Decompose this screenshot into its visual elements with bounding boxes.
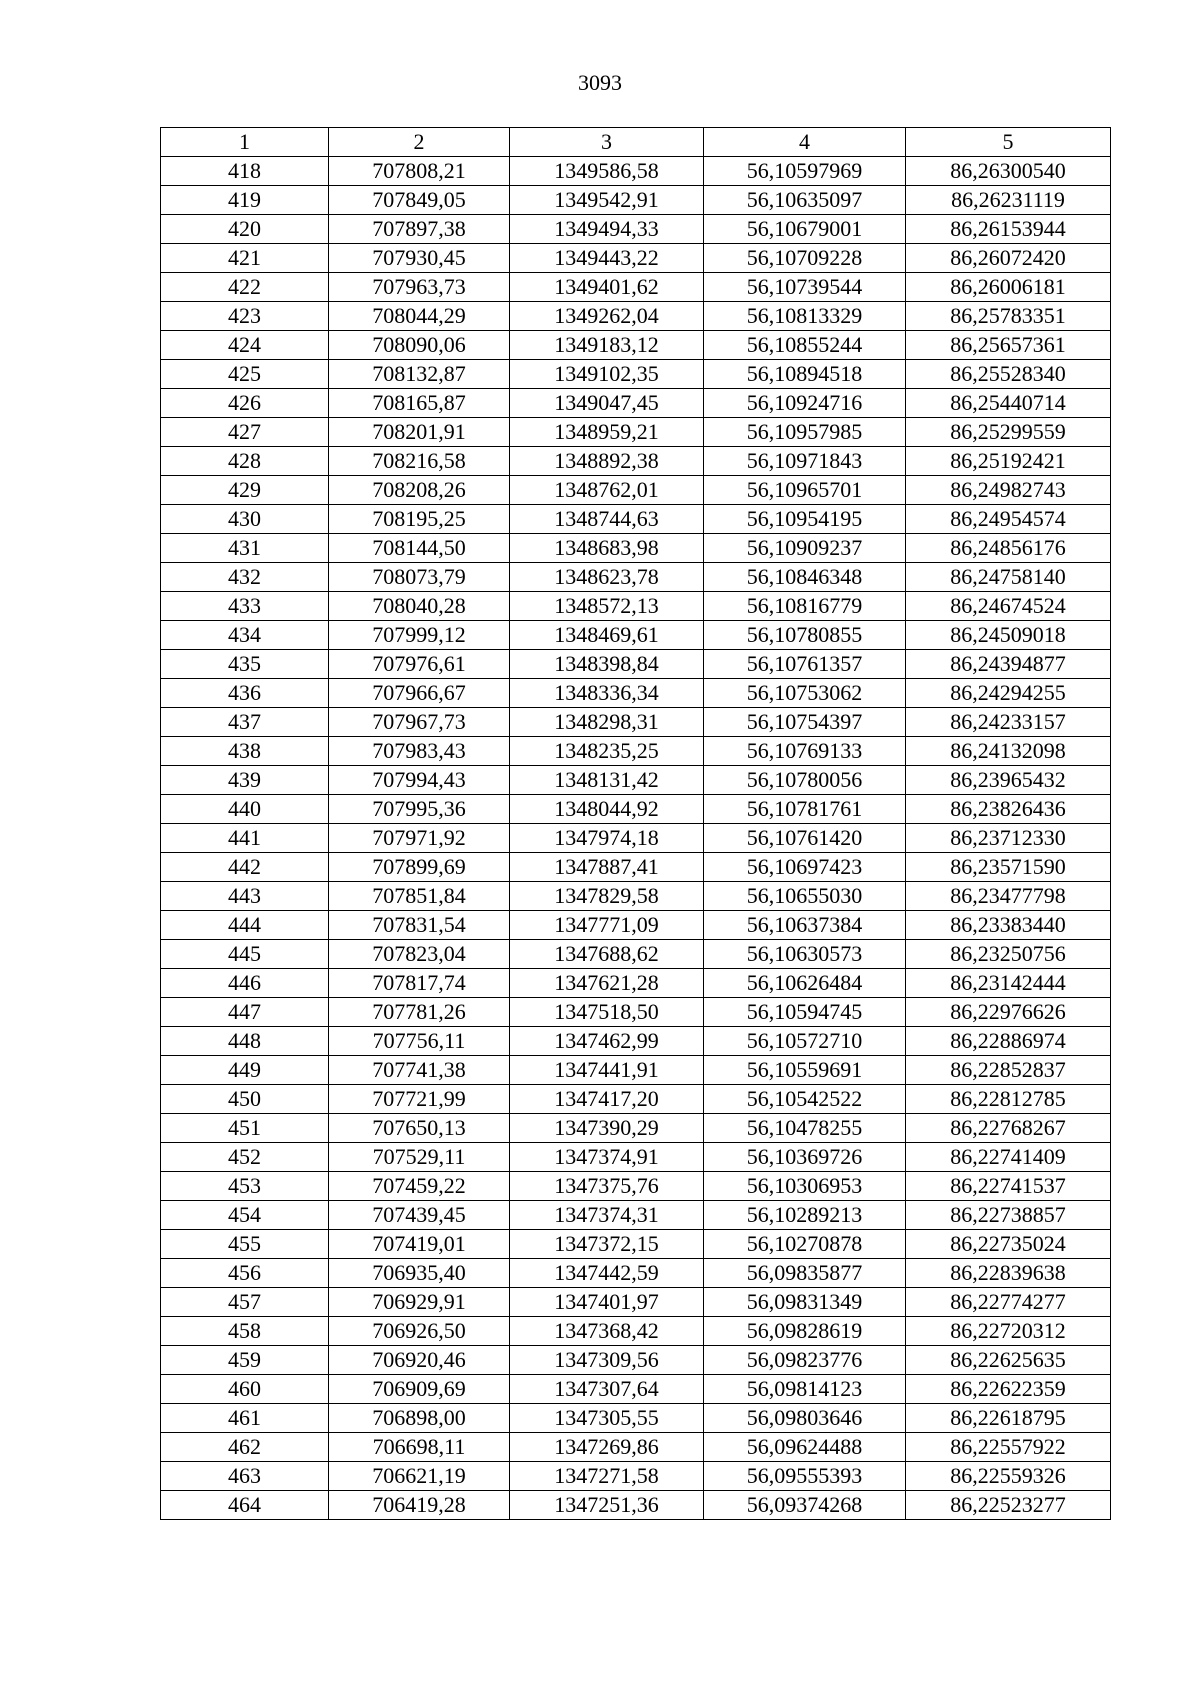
table-cell-col-3: 1348469,61 (510, 621, 704, 650)
table-cell-col-2: 706920,46 (329, 1346, 510, 1375)
table-cell-col-2: 707741,38 (329, 1056, 510, 1085)
table-cell-col-5: 86,24954574 (906, 505, 1111, 534)
table-cell-col-2: 707831,54 (329, 911, 510, 940)
table-cell-col-3: 1347974,18 (510, 824, 704, 853)
table-cell-col-2: 708044,29 (329, 302, 510, 331)
table-cell-col-4: 56,10289213 (704, 1201, 906, 1230)
table-cell-col-2: 706621,19 (329, 1462, 510, 1491)
table-cell-col-1: 448 (161, 1027, 329, 1056)
table-cell-col-1: 444 (161, 911, 329, 940)
table-cell-col-3: 1347309,56 (510, 1346, 704, 1375)
coordinates-table (160, 127, 1111, 1520)
table-cell-col-5: 86,24233157 (906, 708, 1111, 737)
table-cell-col-4: 56,09624488 (704, 1433, 906, 1462)
table-cell-col-4: 56,10697423 (704, 853, 906, 882)
table-row (161, 476, 1111, 505)
table-cell-col-5: 86,22812785 (906, 1085, 1111, 1114)
table-cell-col-4: 56,10655030 (704, 882, 906, 911)
table-row (161, 418, 1111, 447)
table-cell-col-3: 1348044,92 (510, 795, 704, 824)
table-cell-col-2: 707930,45 (329, 244, 510, 273)
table-row (161, 1462, 1111, 1491)
table-cell-col-4: 56,10709228 (704, 244, 906, 273)
table-cell-col-3: 1347305,55 (510, 1404, 704, 1433)
table-row (161, 1056, 1111, 1085)
table-row (161, 447, 1111, 476)
table-cell-col-2: 707808,21 (329, 157, 510, 186)
table-cell-col-1: 428 (161, 447, 329, 476)
table-cell-col-3: 1347374,31 (510, 1201, 704, 1230)
table-cell-col-1: 434 (161, 621, 329, 650)
table-cell-col-4: 56,10816779 (704, 592, 906, 621)
table-cell-col-1: 438 (161, 737, 329, 766)
table-cell-col-2: 708195,25 (329, 505, 510, 534)
table-cell-col-5: 86,24982743 (906, 476, 1111, 505)
table-cell-col-3: 1347688,62 (510, 940, 704, 969)
table-row (161, 969, 1111, 998)
table-cell-col-4: 56,10559691 (704, 1056, 906, 1085)
table-cell-col-1: 453 (161, 1172, 329, 1201)
table-cell-col-4: 56,10369726 (704, 1143, 906, 1172)
table-cell-col-4: 56,10679001 (704, 215, 906, 244)
table-cell-col-2: 707851,84 (329, 882, 510, 911)
table-cell-col-2: 708144,50 (329, 534, 510, 563)
table-cell-col-4: 56,09803646 (704, 1404, 906, 1433)
table-cell-col-2: 708132,87 (329, 360, 510, 389)
table-cell-col-4: 56,09814123 (704, 1375, 906, 1404)
table-cell-col-5: 86,22720312 (906, 1317, 1111, 1346)
table-row (161, 1375, 1111, 1404)
table-row (161, 882, 1111, 911)
header-cell-4: 4 (704, 128, 906, 157)
table-cell-col-2: 707983,43 (329, 737, 510, 766)
table-cell-col-5: 86,26231119 (906, 186, 1111, 215)
table-row (161, 1085, 1111, 1114)
table-cell-col-4: 56,10846348 (704, 563, 906, 592)
table-cell-col-3: 1348235,25 (510, 737, 704, 766)
table-cell-col-1: 457 (161, 1288, 329, 1317)
table-cell-col-1: 443 (161, 882, 329, 911)
table-cell-col-5: 86,22557922 (906, 1433, 1111, 1462)
table-row (161, 215, 1111, 244)
table-cell-col-3: 1349401,62 (510, 273, 704, 302)
table-cell-col-5: 86,23965432 (906, 766, 1111, 795)
table-cell-col-5: 86,25528340 (906, 360, 1111, 389)
table-cell-col-1: 436 (161, 679, 329, 708)
table-cell-col-3: 1349262,04 (510, 302, 704, 331)
table-cell-col-4: 56,10739544 (704, 273, 906, 302)
table-cell-col-3: 1348131,42 (510, 766, 704, 795)
table-cell-col-5: 86,26153944 (906, 215, 1111, 244)
table-cell-col-1: 449 (161, 1056, 329, 1085)
table-cell-col-1: 461 (161, 1404, 329, 1433)
table-cell-col-2: 707897,38 (329, 215, 510, 244)
table-cell-col-3: 1348623,78 (510, 563, 704, 592)
table-cell-col-1: 433 (161, 592, 329, 621)
table-cell-col-4: 56,10597969 (704, 157, 906, 186)
table-cell-col-5: 86,22523277 (906, 1491, 1111, 1520)
table-cell-col-2: 707529,11 (329, 1143, 510, 1172)
table-row (161, 360, 1111, 389)
table-cell-col-2: 708165,87 (329, 389, 510, 418)
page-number: 3093 (578, 70, 622, 95)
table-cell-col-5: 86,23712330 (906, 824, 1111, 853)
table-row (161, 853, 1111, 882)
table-row (161, 708, 1111, 737)
table-cell-col-4: 56,10954195 (704, 505, 906, 534)
table-cell-col-1: 464 (161, 1491, 329, 1520)
table-cell-col-1: 447 (161, 998, 329, 1027)
table-cell-col-5: 86,23142444 (906, 969, 1111, 998)
table-cell-col-5: 86,24394877 (906, 650, 1111, 679)
table-cell-col-3: 1348683,98 (510, 534, 704, 563)
table-cell-col-5: 86,22774277 (906, 1288, 1111, 1317)
table-cell-col-1: 432 (161, 563, 329, 592)
table-cell-col-1: 454 (161, 1201, 329, 1230)
table-cell-col-4: 56,10630573 (704, 940, 906, 969)
table-cell-col-1: 446 (161, 969, 329, 998)
table-cell-col-1: 426 (161, 389, 329, 418)
table-cell-col-4: 56,10855244 (704, 331, 906, 360)
table-cell-col-3: 1348892,38 (510, 447, 704, 476)
table-cell-col-3: 1349183,12 (510, 331, 704, 360)
table-row (161, 737, 1111, 766)
table-cell-col-1: 456 (161, 1259, 329, 1288)
table-cell-col-5: 86,23477798 (906, 882, 1111, 911)
table-cell-col-1: 445 (161, 940, 329, 969)
table-cell-col-5: 86,24674524 (906, 592, 1111, 621)
table-cell-col-4: 56,10781761 (704, 795, 906, 824)
table-cell-col-5: 86,22741409 (906, 1143, 1111, 1172)
table-row (161, 998, 1111, 1027)
table-row (161, 1404, 1111, 1433)
table-cell-col-3: 1349586,58 (510, 157, 704, 186)
table-cell-col-4: 56,10306953 (704, 1172, 906, 1201)
table-cell-col-3: 1349443,22 (510, 244, 704, 273)
table-cell-col-4: 56,09374268 (704, 1491, 906, 1520)
table-cell-col-1: 427 (161, 418, 329, 447)
table-cell-col-2: 707756,11 (329, 1027, 510, 1056)
table-row (161, 592, 1111, 621)
table-row (161, 505, 1111, 534)
table-cell-col-3: 1347251,36 (510, 1491, 704, 1520)
table-cell-col-2: 707966,67 (329, 679, 510, 708)
table-cell-col-3: 1347442,59 (510, 1259, 704, 1288)
table-cell-col-4: 56,10924716 (704, 389, 906, 418)
table-cell-col-3: 1348336,34 (510, 679, 704, 708)
table-cell-col-5: 86,24758140 (906, 563, 1111, 592)
table-row (161, 911, 1111, 940)
table-body (161, 157, 1111, 1520)
table-cell-col-5: 86,22768267 (906, 1114, 1111, 1143)
table-cell-col-5: 86,22839638 (906, 1259, 1111, 1288)
table-cell-col-4: 56,10761420 (704, 824, 906, 853)
table-cell-col-1: 462 (161, 1433, 329, 1462)
table-cell-col-4: 56,10957985 (704, 418, 906, 447)
table-cell-col-3: 1347518,50 (510, 998, 704, 1027)
table-cell-col-5: 86,26006181 (906, 273, 1111, 302)
table-row (161, 795, 1111, 824)
header-cell-2: 2 (329, 128, 510, 157)
table-cell-col-5: 86,22735024 (906, 1230, 1111, 1259)
table-cell-col-2: 708216,58 (329, 447, 510, 476)
table-row (161, 1201, 1111, 1230)
table-cell-col-2: 707994,43 (329, 766, 510, 795)
table-cell-col-4: 56,10637384 (704, 911, 906, 940)
table-cell-col-4: 56,09831349 (704, 1288, 906, 1317)
table-cell-col-3: 1347621,28 (510, 969, 704, 998)
table-cell-col-3: 1347401,97 (510, 1288, 704, 1317)
table-cell-col-3: 1348398,84 (510, 650, 704, 679)
table-cell-col-1: 439 (161, 766, 329, 795)
table-cell-col-3: 1347771,09 (510, 911, 704, 940)
table-cell-col-1: 450 (161, 1085, 329, 1114)
table-cell-col-4: 56,10971843 (704, 447, 906, 476)
table-cell-col-4: 56,09823776 (704, 1346, 906, 1375)
table-cell-col-1: 455 (161, 1230, 329, 1259)
table-cell-col-3: 1348744,63 (510, 505, 704, 534)
table-cell-col-1: 459 (161, 1346, 329, 1375)
table-cell-col-3: 1349542,91 (510, 186, 704, 215)
table-row (161, 331, 1111, 360)
table-cell-col-1: 435 (161, 650, 329, 679)
table-cell-col-3: 1347375,76 (510, 1172, 704, 1201)
header-row (161, 128, 1111, 157)
table-row (161, 824, 1111, 853)
table-cell-col-3: 1347368,42 (510, 1317, 704, 1346)
table-cell-col-3: 1347307,64 (510, 1375, 704, 1404)
table-cell-col-5: 86,24856176 (906, 534, 1111, 563)
table-cell-col-5: 86,25783351 (906, 302, 1111, 331)
table-cell-col-1: 442 (161, 853, 329, 882)
table-cell-col-1: 418 (161, 157, 329, 186)
table-cell-col-4: 56,10626484 (704, 969, 906, 998)
table-cell-col-2: 707823,04 (329, 940, 510, 969)
table-row (161, 563, 1111, 592)
table-cell-col-4: 56,10270878 (704, 1230, 906, 1259)
table-cell-col-3: 1349047,45 (510, 389, 704, 418)
table-cell-col-2: 707650,13 (329, 1114, 510, 1143)
table-row (161, 621, 1111, 650)
table-cell-col-2: 707781,26 (329, 998, 510, 1027)
table-cell-col-4: 56,10894518 (704, 360, 906, 389)
table-cell-col-2: 707995,36 (329, 795, 510, 824)
table-cell-col-5: 86,25299559 (906, 418, 1111, 447)
table-row (161, 534, 1111, 563)
table-cell-col-3: 1347271,58 (510, 1462, 704, 1491)
table-cell-col-5: 86,23250756 (906, 940, 1111, 969)
table-cell-col-3: 1347372,15 (510, 1230, 704, 1259)
table-cell-col-5: 86,22852837 (906, 1056, 1111, 1085)
table-cell-col-1: 440 (161, 795, 329, 824)
table-cell-col-5: 86,22738857 (906, 1201, 1111, 1230)
table-cell-col-5: 86,22559326 (906, 1462, 1111, 1491)
table-cell-col-4: 56,10542522 (704, 1085, 906, 1114)
table-row (161, 679, 1111, 708)
table-cell-col-5: 86,23826436 (906, 795, 1111, 824)
table-cell-col-1: 460 (161, 1375, 329, 1404)
table-row (161, 940, 1111, 969)
table-cell-col-4: 56,10753062 (704, 679, 906, 708)
table-cell-col-2: 708073,79 (329, 563, 510, 592)
table-row (161, 186, 1111, 215)
table-cell-col-1: 451 (161, 1114, 329, 1143)
table-cell-col-2: 708201,91 (329, 418, 510, 447)
table-header (161, 128, 1111, 157)
table-cell-col-4: 56,10780855 (704, 621, 906, 650)
table-cell-col-4: 56,09555393 (704, 1462, 906, 1491)
table-cell-col-5: 86,23383440 (906, 911, 1111, 940)
table-row (161, 1491, 1111, 1520)
table-row (161, 1172, 1111, 1201)
table-row (161, 1143, 1111, 1172)
table-cell-col-3: 1347887,41 (510, 853, 704, 882)
table-cell-col-4: 56,10761357 (704, 650, 906, 679)
table-cell-col-4: 56,10754397 (704, 708, 906, 737)
table-cell-col-2: 707721,99 (329, 1085, 510, 1114)
table-cell-col-3: 1347374,91 (510, 1143, 704, 1172)
table-row (161, 1346, 1111, 1375)
table-row (161, 1230, 1111, 1259)
table-cell-col-2: 707849,05 (329, 186, 510, 215)
table-cell-col-5: 86,24509018 (906, 621, 1111, 650)
table-row (161, 650, 1111, 679)
table-cell-col-1: 430 (161, 505, 329, 534)
table-cell-col-2: 708040,28 (329, 592, 510, 621)
table-cell-col-2: 706926,50 (329, 1317, 510, 1346)
table-cell-col-2: 707963,73 (329, 273, 510, 302)
table-cell-col-5: 86,25657361 (906, 331, 1111, 360)
table-cell-col-2: 707419,01 (329, 1230, 510, 1259)
table-cell-col-1: 441 (161, 824, 329, 853)
table-row (161, 244, 1111, 273)
table-cell-col-1: 437 (161, 708, 329, 737)
table-cell-col-1: 463 (161, 1462, 329, 1491)
table-cell-col-1: 421 (161, 244, 329, 273)
table-row (161, 766, 1111, 795)
table-cell-col-2: 706898,00 (329, 1404, 510, 1433)
table-cell-col-2: 708208,26 (329, 476, 510, 505)
table-row (161, 1433, 1111, 1462)
table-cell-col-1: 422 (161, 273, 329, 302)
table-row (161, 389, 1111, 418)
table-cell-col-4: 56,10478255 (704, 1114, 906, 1143)
table-cell-col-3: 1348762,01 (510, 476, 704, 505)
table-cell-col-2: 707459,22 (329, 1172, 510, 1201)
header-cell-3: 3 (510, 128, 704, 157)
table-row (161, 157, 1111, 186)
table-cell-col-3: 1349102,35 (510, 360, 704, 389)
table-cell-col-5: 86,22886974 (906, 1027, 1111, 1056)
table-cell-col-5: 86,22625635 (906, 1346, 1111, 1375)
table-cell-col-2: 706935,40 (329, 1259, 510, 1288)
table-row (161, 1259, 1111, 1288)
table-cell-col-5: 86,24132098 (906, 737, 1111, 766)
table-cell-col-1: 424 (161, 331, 329, 360)
table-cell-col-5: 86,26072420 (906, 244, 1111, 273)
table-cell-col-5: 86,22618795 (906, 1404, 1111, 1433)
table-cell-col-1: 429 (161, 476, 329, 505)
header-cell-1: 1 (161, 128, 329, 157)
table-cell-col-2: 707976,61 (329, 650, 510, 679)
table-cell-col-3: 1347417,20 (510, 1085, 704, 1114)
table-cell-col-1: 423 (161, 302, 329, 331)
table-row (161, 273, 1111, 302)
table-cell-col-4: 56,10635097 (704, 186, 906, 215)
table-row (161, 1317, 1111, 1346)
table-cell-col-2: 706419,28 (329, 1491, 510, 1520)
table-cell-col-5: 86,23571590 (906, 853, 1111, 882)
table-cell-col-4: 56,09828619 (704, 1317, 906, 1346)
table-cell-col-5: 86,22741537 (906, 1172, 1111, 1201)
table-cell-col-4: 56,10572710 (704, 1027, 906, 1056)
table-cell-col-1: 458 (161, 1317, 329, 1346)
table-cell-col-3: 1348298,31 (510, 708, 704, 737)
table-row (161, 1288, 1111, 1317)
table-cell-col-4: 56,10909237 (704, 534, 906, 563)
table-cell-col-3: 1347390,29 (510, 1114, 704, 1143)
table-cell-col-2: 707999,12 (329, 621, 510, 650)
table-cell-col-4: 56,09835877 (704, 1259, 906, 1288)
table-cell-col-3: 1347269,86 (510, 1433, 704, 1462)
table-cell-col-1: 425 (161, 360, 329, 389)
table-cell-col-5: 86,24294255 (906, 679, 1111, 708)
table-cell-col-2: 706698,11 (329, 1433, 510, 1462)
table-cell-col-2: 708090,06 (329, 331, 510, 360)
table-cell-col-1: 420 (161, 215, 329, 244)
table-cell-col-3: 1347462,99 (510, 1027, 704, 1056)
table-cell-col-2: 707439,45 (329, 1201, 510, 1230)
table-cell-col-2: 706929,91 (329, 1288, 510, 1317)
table-cell-col-5: 86,22622359 (906, 1375, 1111, 1404)
table-cell-col-4: 56,10813329 (704, 302, 906, 331)
table-cell-col-2: 707971,92 (329, 824, 510, 853)
table-cell-col-3: 1349494,33 (510, 215, 704, 244)
table-cell-col-5: 86,22976626 (906, 998, 1111, 1027)
table-cell-col-3: 1347829,58 (510, 882, 704, 911)
table-cell-col-5: 86,25440714 (906, 389, 1111, 418)
table-cell-col-1: 431 (161, 534, 329, 563)
table-cell-col-3: 1348959,21 (510, 418, 704, 447)
table-cell-col-1: 452 (161, 1143, 329, 1172)
table-cell-col-3: 1348572,13 (510, 592, 704, 621)
table-cell-col-4: 56,10594745 (704, 998, 906, 1027)
table-cell-col-4: 56,10780056 (704, 766, 906, 795)
table-cell-col-2: 706909,69 (329, 1375, 510, 1404)
table-cell-col-2: 707967,73 (329, 708, 510, 737)
table-cell-col-4: 56,10769133 (704, 737, 906, 766)
header-cell-5: 5 (906, 128, 1111, 157)
table-cell-col-5: 86,25192421 (906, 447, 1111, 476)
table-cell-col-3: 1347441,91 (510, 1056, 704, 1085)
table-row (161, 1027, 1111, 1056)
table-row (161, 302, 1111, 331)
table-cell-col-2: 707817,74 (329, 969, 510, 998)
table-cell-col-2: 707899,69 (329, 853, 510, 882)
table-cell-col-5: 86,26300540 (906, 157, 1111, 186)
table-row (161, 1114, 1111, 1143)
table-cell-col-4: 56,10965701 (704, 476, 906, 505)
table-cell-col-1: 419 (161, 186, 329, 215)
